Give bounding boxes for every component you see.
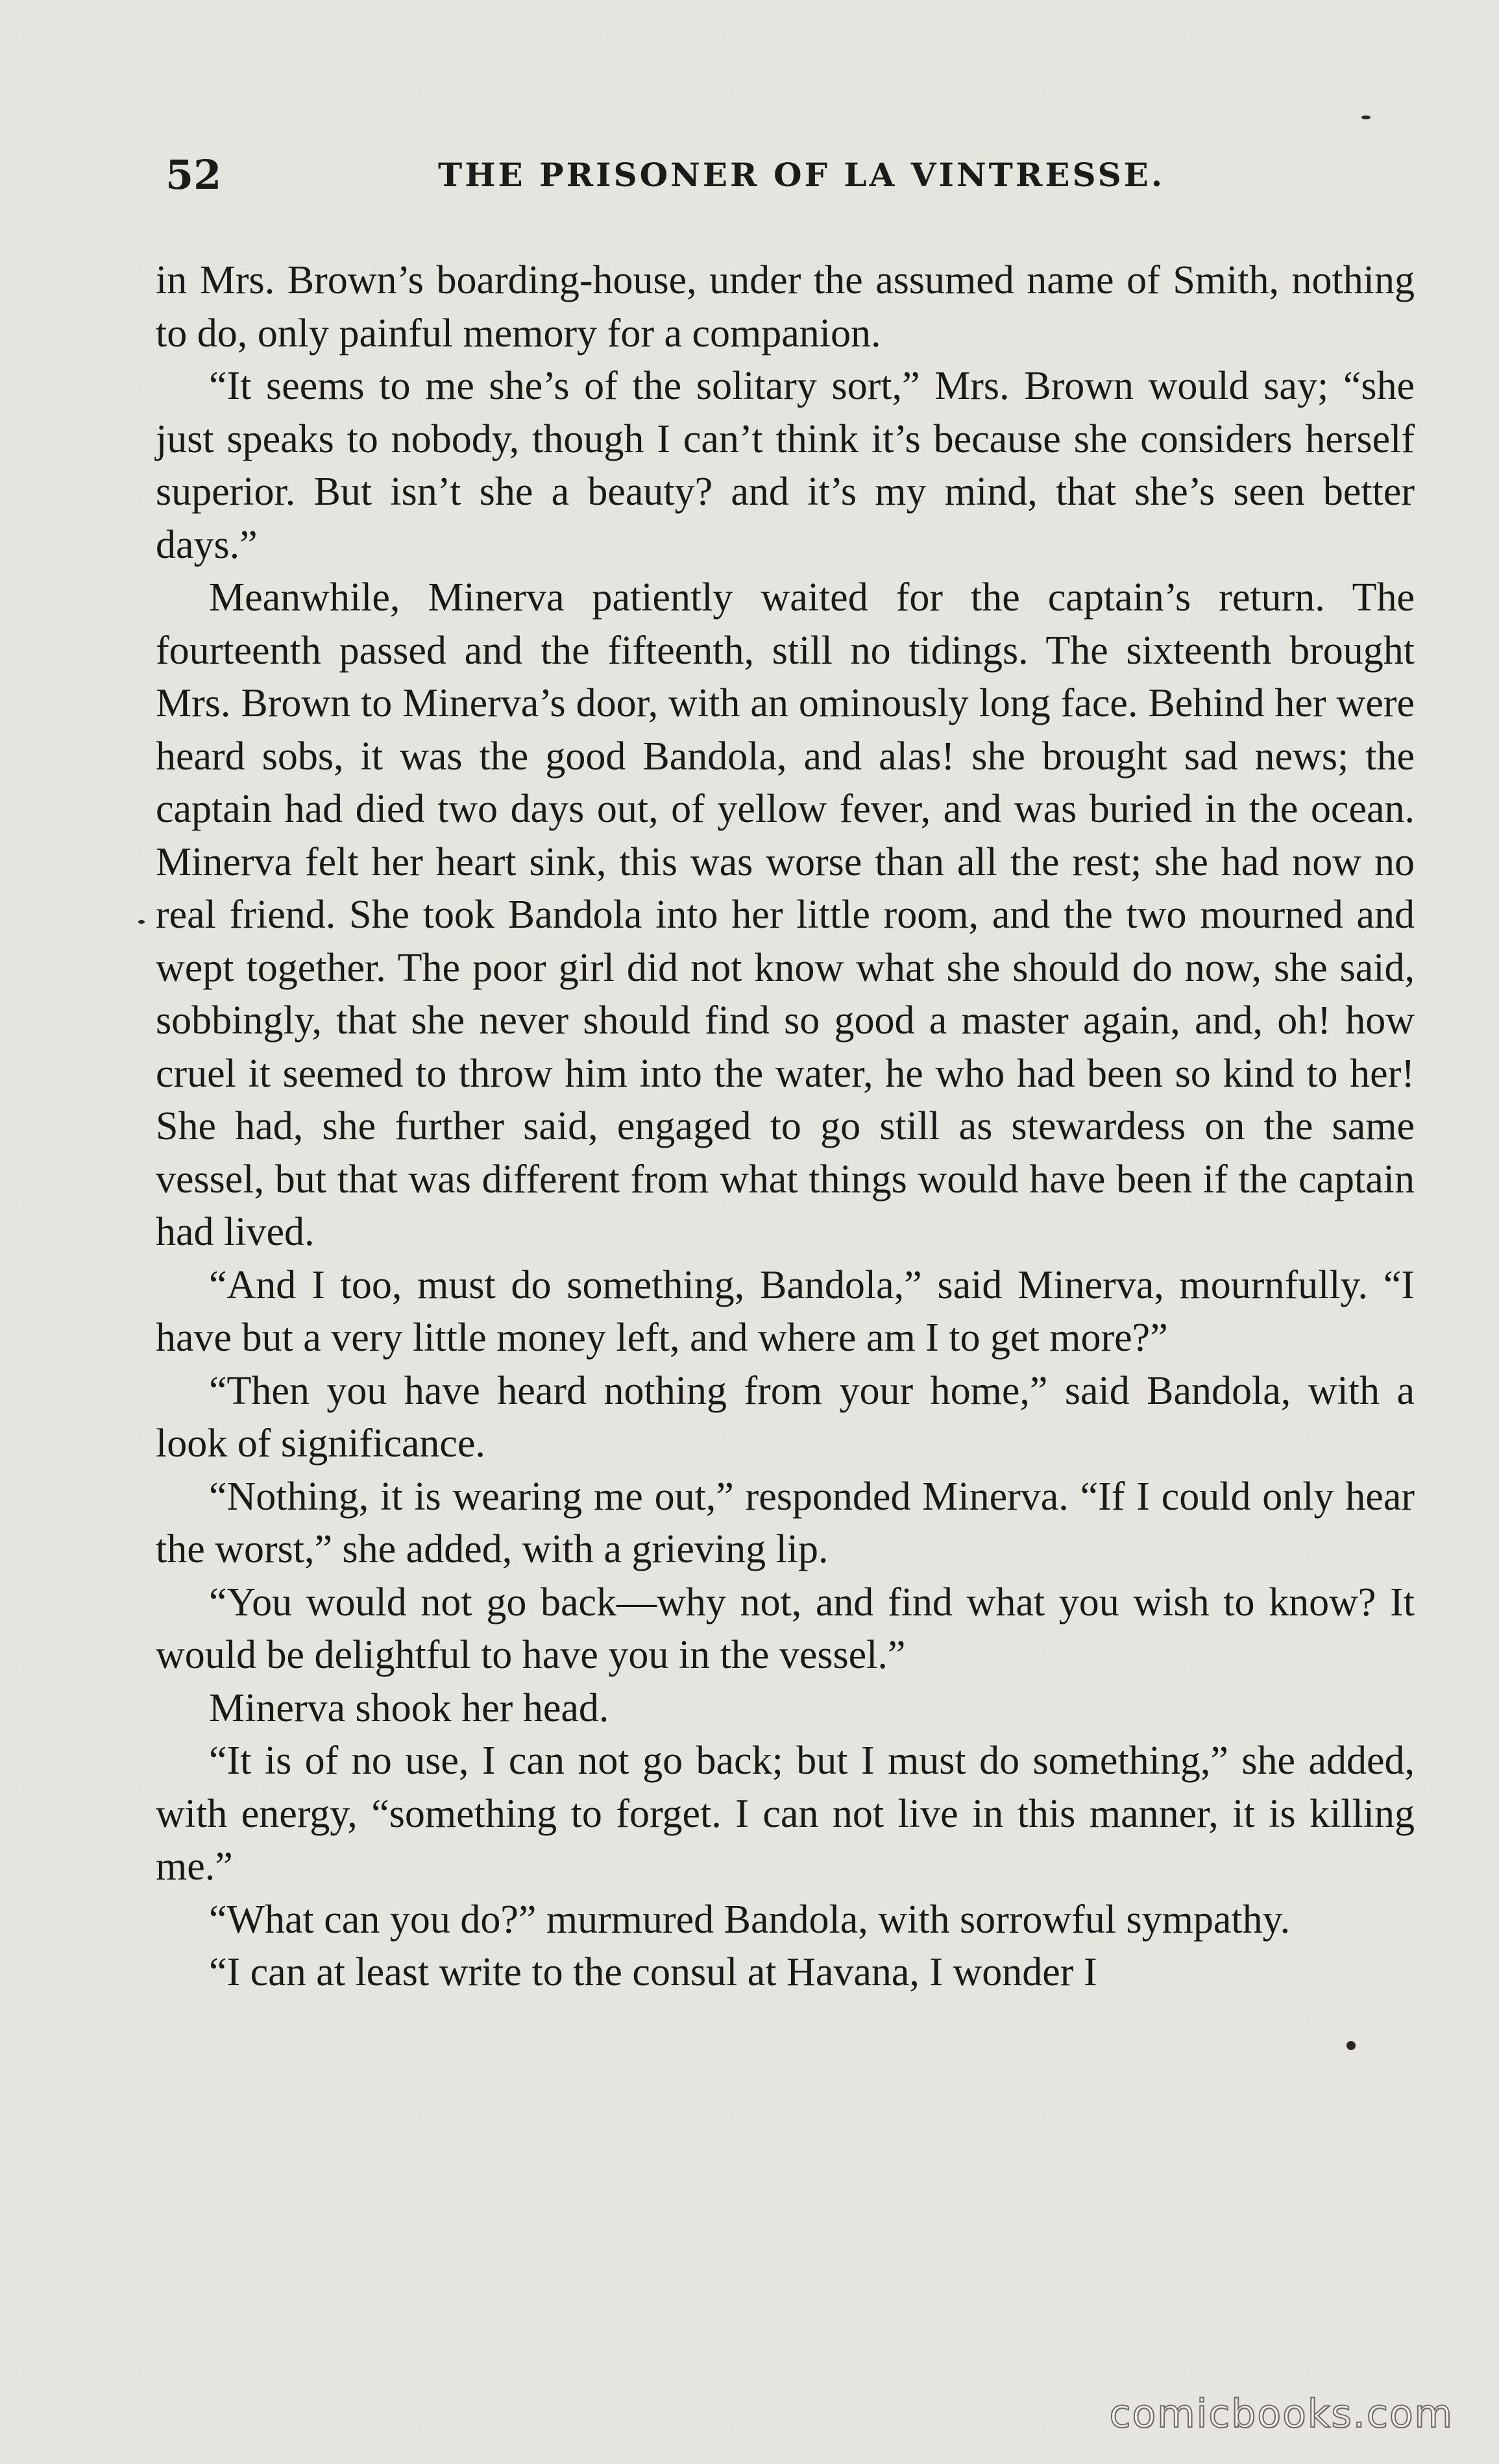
paragraph: Meanwhile, Minerva patiently waited for the captain’s return. The fourteenth passed and the fifteenth, still no tidings. The sixteenth brought Mrs. Brown to Minerva’s door, with an ominously long face. Behind her were heard sobs, it was the good Bandola, and alas! she brought sad news; the captain had died two days out, of yellow fever, and was buried in the ocean. Minerva felt her heart sink, this was worse than all the rest; she had now no real friend. She took Bandola into her little room, and the two mourned and wept together. The poor girl did not know what she should do now, she said, sobbingly, that she never should find so good a master again, and, oh! how cruel it seemed to throw him into the water, he who had been so kind to her! She had, she further said, engaged to go still as stewardess on the same vessel, but that was different from what things would have been if the captain had lived. xyxy=(156,575,1415,1254)
paragraph: Minerva shook her head. xyxy=(209,1685,609,1730)
ink-speck xyxy=(1361,115,1371,119)
page-number: 52 xyxy=(165,151,222,199)
ink-speck xyxy=(138,920,145,924)
paragraph: “And I too, must do something, Bandola,” said Minerva, mournfully. “I have but a very little money left, and where am I to get more?” xyxy=(156,1262,1415,1360)
paragraph: in Mrs. Brown’s boarding-house, under the assumed name of Smith, nothing to do, only painful memory for a companion. xyxy=(156,258,1415,356)
paragraph: “Then you have heard nothing from your home,” said Bandola, with a look of significance. xyxy=(156,1368,1415,1466)
paragraph: “I can at least write to the consul at Havana, I wonder I xyxy=(209,1950,1097,1994)
body-text xyxy=(156,254,1415,1999)
paragraph: “You would not go back—why not, and find what you wish to know? It would be delightful to have you in the vessel.” xyxy=(156,1580,1415,1677)
paragraph: “It is of no use, I can not go back; but I must do something,” she added, with energy, “something to forget. I can not live in this manner, it is killing me.” xyxy=(156,1739,1415,1889)
page-header xyxy=(165,149,1437,201)
paragraph: “It seems to me she’s of the solitary sort,” Mrs. Brown would say; “she just speaks to nobody, though I can’t think it’s because she considers herself superior. But isn’t she a beauty? and it’s my mind, that she’s seen better days.” xyxy=(156,364,1415,567)
ink-speck xyxy=(1347,2041,1356,2050)
running-title: THE PRISONER OF LA VINTRESSE. xyxy=(438,156,1165,194)
paragraph: “Nothing, it is wearing me out,” responded Minerva. “If I could only hear the worst,” she added, with a grieving lip. xyxy=(156,1474,1415,1571)
paragraph: “What can you do?” murmured Bandola, with sorrowful sympathy. xyxy=(209,1897,1291,1942)
watermark: comicbooks.com xyxy=(1109,2391,1454,2437)
